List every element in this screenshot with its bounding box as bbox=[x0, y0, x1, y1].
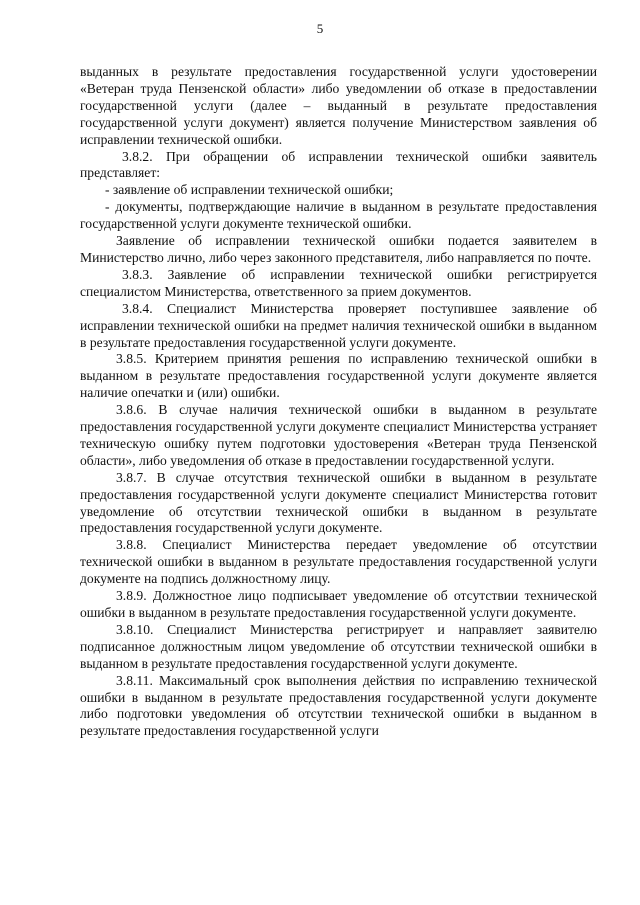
page-number: 5 bbox=[316, 21, 324, 36]
paragraph-3-8-2: 3.8.2. При обращении об исправлении технической ошибки заявитель представляет: bbox=[80, 148, 597, 181]
list-item-documents: - документы, подтверждающие наличие в выданном в результате предоставления государственной услуги документе технической ошибки. bbox=[80, 199, 597, 232]
paragraph-3-8-6: 3.8.6. В случае наличия технической ошибки в выданном в результате предоставления государственной услуги документе специалист Министерства устраняет техническую ошибку путем подготовки удостоверения «Ветеран труда Пензенской области», либо уведомления об отказе в предоставлении государственной услуги. bbox=[80, 402, 597, 468]
paragraph-submission: Заявление об исправлении технической ошибки подается заявителем в Министерство лично, либо через законного представителя, либо направляется по почте. bbox=[80, 233, 597, 265]
document-body bbox=[80, 64, 597, 740]
paragraph-3-8-10: 3.8.10. Специалист Министерства регистрирует и направляет заявителю подписанное должностным лицом уведомление об отсутствии технической ошибки в выданном в результате предоставления государственной услуги документе. bbox=[80, 621, 597, 671]
paragraph-continuation: выданных в результате предоставления государственной услуги удостоверении «Ветеран труда Пензенской области» либо уведомлении об отказе в предоставлении государственной услуги (далее – выданный в результате предоставления государственной услуги документ) является получение Министерством заявления об исправлении технической ошибки. bbox=[80, 64, 597, 147]
paragraph-3-8-9: 3.8.9. Должностное лицо подписывает уведомление об отсутствии технической ошибки в выданном в результате предоставления государственной услуги документе. bbox=[80, 588, 597, 620]
paragraph-3-8-5: 3.8.5. Критерием принятия решения по исправлению технической ошибки в выданном в результате предоставления государственной услуги документе является наличие опечатки и (или) ошибки. bbox=[80, 351, 597, 401]
paragraph-3-8-4: 3.8.4. Специалист Министерства проверяет поступившее заявление об исправлении технической ошибки на предмет наличия технической ошибки в выданном в результате предоставления государственной услуги документе. bbox=[80, 300, 597, 350]
paragraph-3-8-8: 3.8.8. Специалист Министерства передает уведомление об отсутствии технической ошибки в выданном в результате предоставления государственной услуги документе на подпись должностному лицу. bbox=[80, 537, 597, 587]
paragraph-3-8-3: 3.8.3. Заявление об исправлении технической ошибки регистрируется специалистом Министерства, ответственного за прием документов. bbox=[80, 266, 597, 299]
paragraph-3-8-7: 3.8.7. В случае отсутствия технической ошибки в выданном в результате предоставления государственной услуги документе специалист Министерства готовит уведомление об отсутствии технической ошибки в выданном в результате предоставления государственной услуги документе. bbox=[80, 469, 597, 536]
list-item-application: - заявление об исправлении технической ошибки; bbox=[105, 182, 394, 198]
paragraph-3-8-11: 3.8.11. Максимальный срок выполнения действия по исправлению технической ошибки в выданном в результате предоставления государственной услуги документе либо подготовки уведомления об отсутствии технической ошибки в выданном в результате предоставления государственной услуги bbox=[80, 672, 597, 739]
